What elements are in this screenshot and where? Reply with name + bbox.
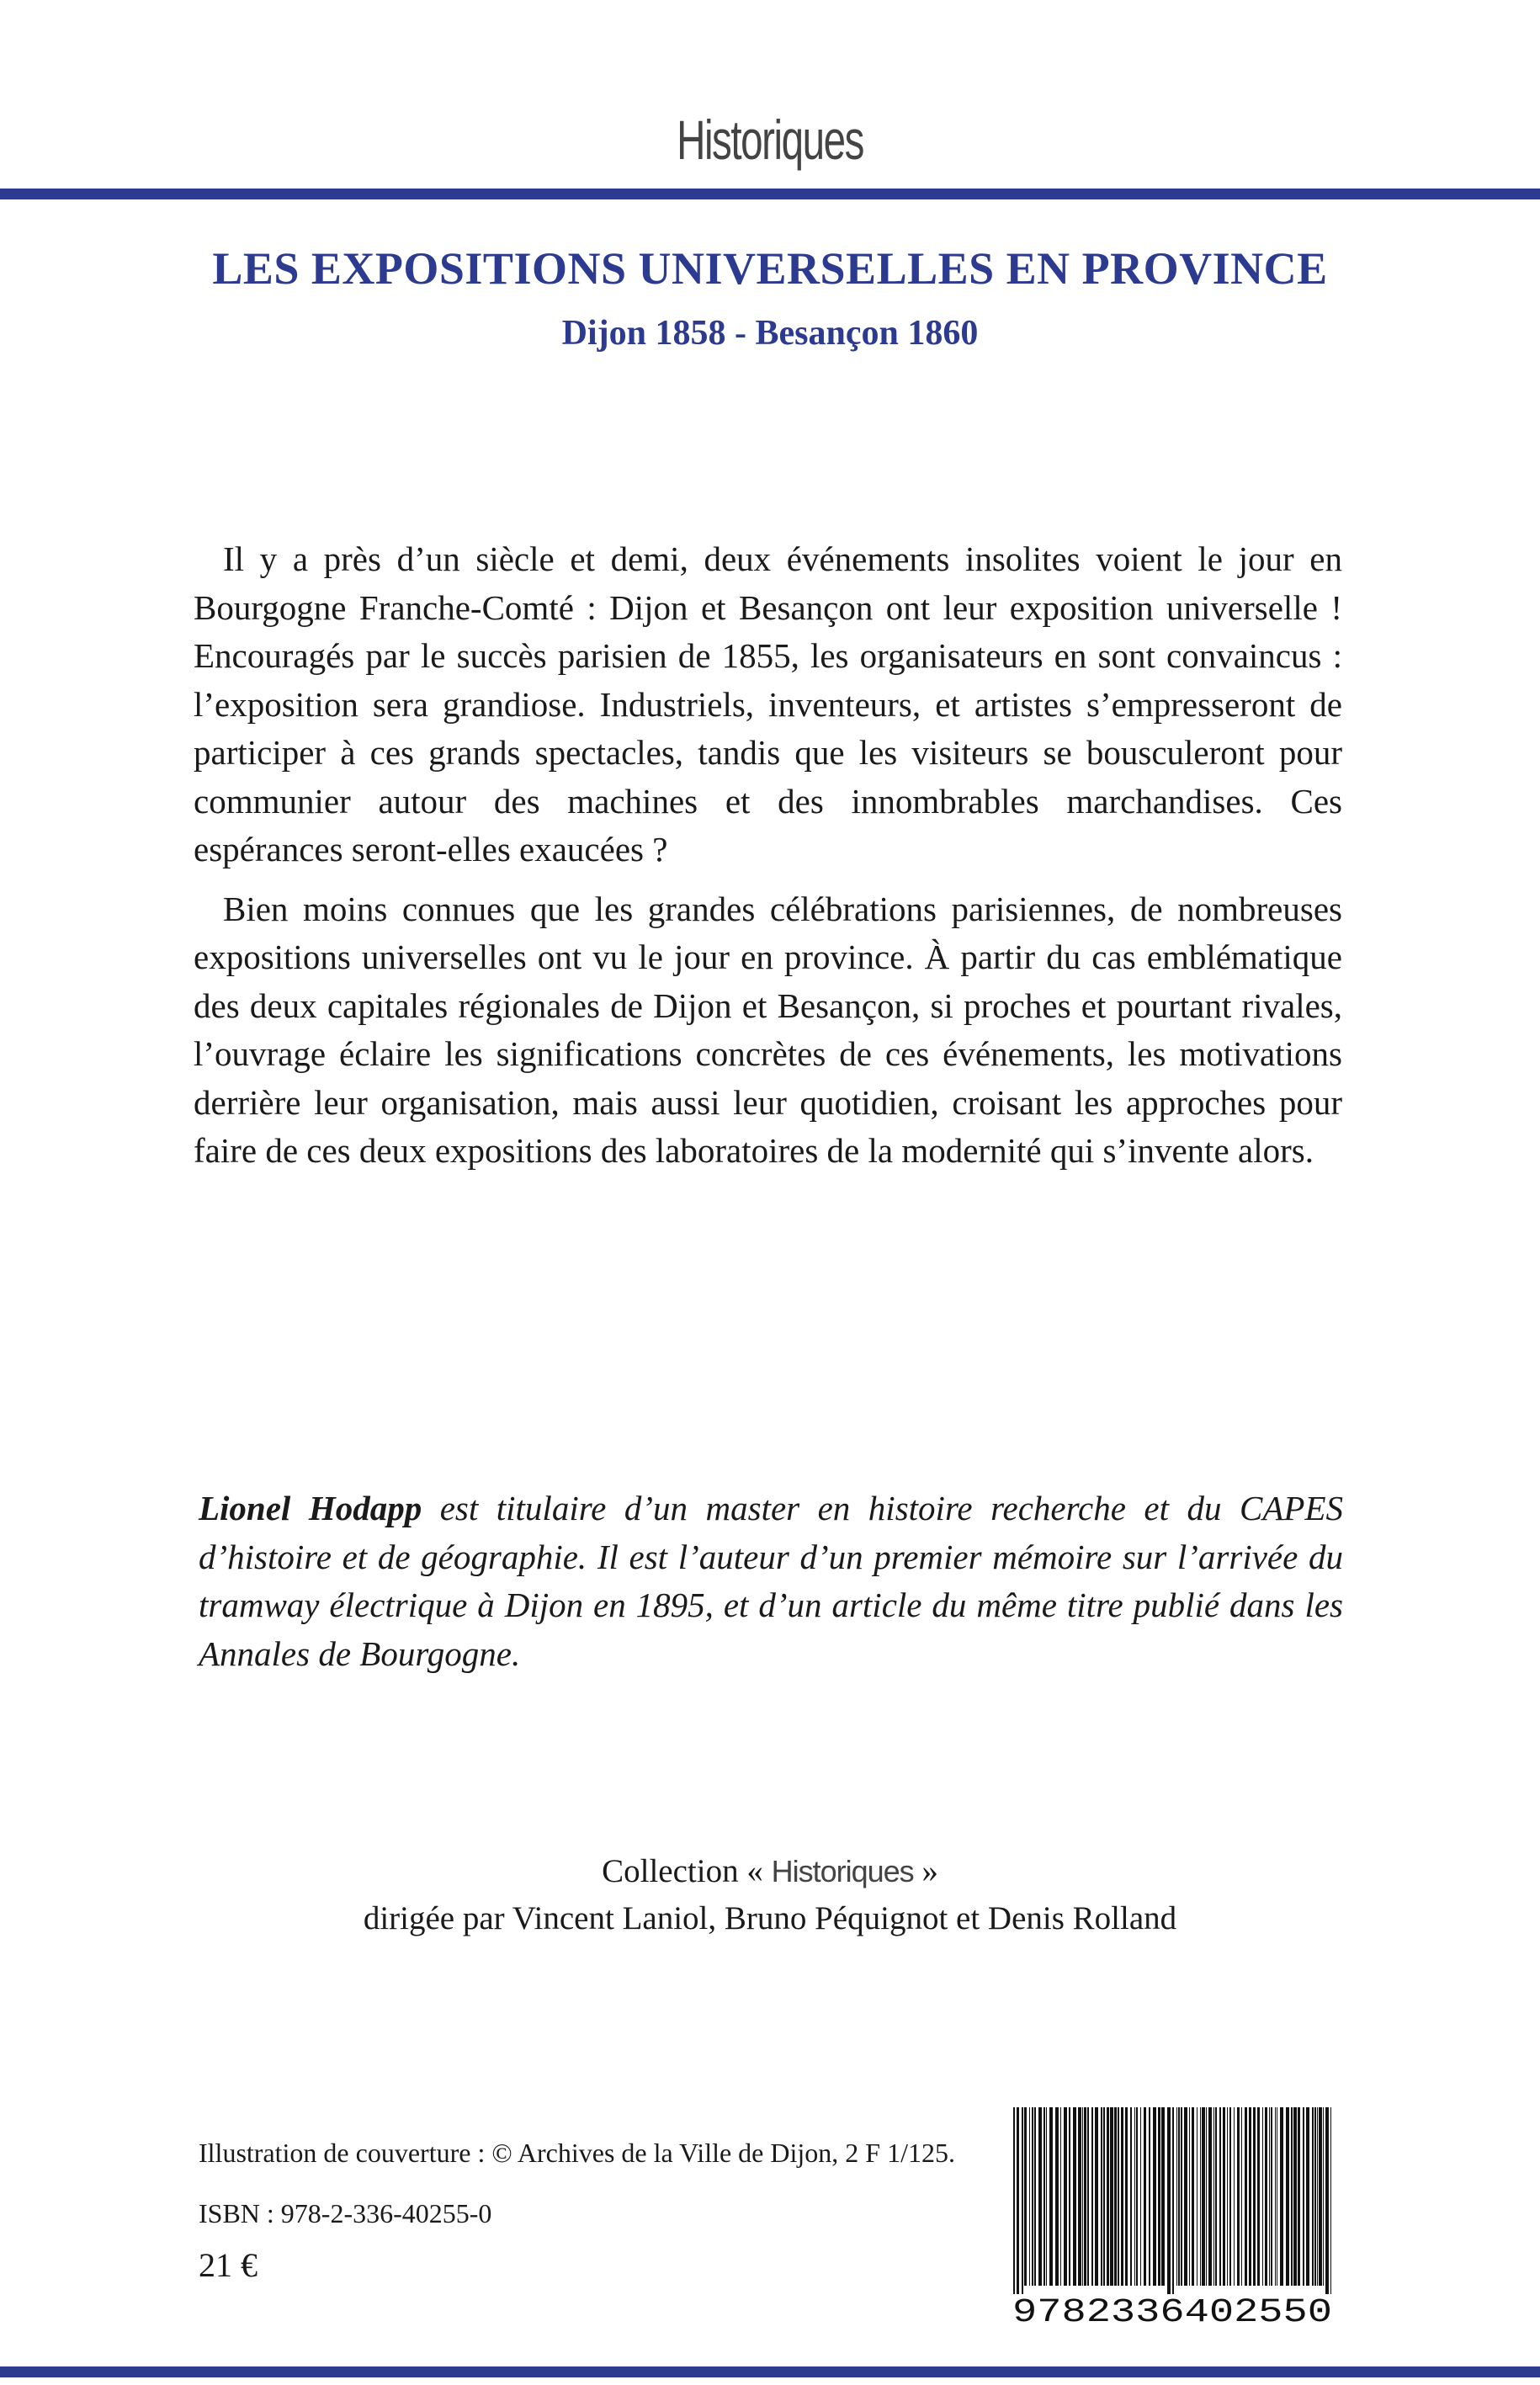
series-logo: Historiques: [677, 109, 863, 171]
barcode-bar: [1032, 2107, 1033, 2286]
barcode-bar: [1213, 2107, 1214, 2286]
barcode-bar: [1046, 2107, 1047, 2286]
barcode-bar: [1298, 2107, 1300, 2286]
barcode-bar: [1082, 2107, 1083, 2286]
barcode-bar: [1202, 2107, 1205, 2286]
barcode-bar: [1237, 2107, 1240, 2286]
barcode-bar: [1153, 2107, 1156, 2286]
barcode-bar: [1043, 2107, 1045, 2286]
barcode-bar: [1241, 2107, 1242, 2286]
collection-suffix: »: [913, 1853, 938, 1889]
isbn: ISBN : 978-2-336-40255-0: [199, 2198, 492, 2228]
barcode-bar: [1323, 2107, 1324, 2286]
barcode-bar: [1293, 2107, 1297, 2286]
barcode-bar: [1317, 2107, 1318, 2286]
barcode-bar: [1064, 2107, 1067, 2286]
barcode-bar: [1060, 2107, 1061, 2286]
barcode-bar: [1130, 2107, 1132, 2286]
barcode-bar: [1125, 2107, 1128, 2286]
barcode-bars: [1013, 2107, 1331, 2294]
barcode-bar: [1227, 2107, 1228, 2286]
barcode-bar: [1103, 2107, 1105, 2286]
barcode-bar: [1084, 2107, 1086, 2286]
price: 21 €: [199, 2246, 258, 2284]
summary-paragraph: Bien moins connues que les grandes célébrations parisiennes, de nombreuses expositions universelles ont vu le jour en province. À partir du cas emblématique des deux capitales régionales de Dijon et Besançon, si proches et pourtant rivales, l’ouvrage éclaire les significations concrètes de ces événements, les motivations derrière leur organisation, mais aussi leur quotidien, croisant les approches pour faire de ces deux expositions des laboratoires de la modernité qui s’invente alors.: [194, 889, 1342, 1170]
barcode-bar: [1253, 2107, 1256, 2286]
collection-line: [0, 1848, 1540, 1895]
barcode-bar: [1257, 2107, 1260, 2286]
barcode-bar: [1286, 2107, 1289, 2286]
barcode-bar: [1206, 2107, 1207, 2286]
barcode-bar: [1325, 2107, 1329, 2294]
cover-credit: Illustration de couverture : © Archives de la Ville de Dijon, 2 F 1/125.: [199, 2138, 955, 2168]
barcode-bar: [1073, 2107, 1076, 2286]
barcode-bar: [1249, 2107, 1251, 2286]
barcode-bar: [1303, 2107, 1304, 2286]
barcode-bar: [1136, 2107, 1138, 2286]
barcode-bar: [1172, 2107, 1174, 2294]
barcode-bar: [1095, 2107, 1098, 2286]
barcode-bar: [1291, 2107, 1293, 2286]
barcode-bar: [1022, 2107, 1023, 2294]
barcode-bar: [1269, 2107, 1270, 2286]
barcode-bar: [1055, 2107, 1059, 2286]
barcode-bar: [1069, 2107, 1070, 2286]
barcode-bar: [1262, 2107, 1263, 2286]
collection-info: [0, 1848, 1540, 1942]
barcode-bar: [1078, 2107, 1081, 2286]
barcode-bar: [1265, 2107, 1267, 2286]
top-rule: [0, 189, 1540, 199]
barcode-bar: [1312, 2107, 1314, 2286]
barcode-bar: [1121, 2107, 1123, 2286]
barcode-bar: [1114, 2107, 1117, 2286]
barcode-bar: [1101, 2107, 1102, 2286]
collection-name: Historiques: [771, 1854, 914, 1888]
barcode-bar: [1330, 2107, 1331, 2294]
barcode-bar: [1134, 2107, 1135, 2286]
barcode-bar: [1167, 2107, 1171, 2294]
barcode-bar: [1223, 2107, 1225, 2286]
author-name: Lionel Hodapp: [199, 1489, 422, 1527]
barcode-bar: [1024, 2107, 1027, 2286]
barcode-bar: [1208, 2107, 1212, 2286]
author-bio: [199, 1485, 1343, 1678]
barcode-bar: [1271, 2107, 1272, 2286]
barcode-bar: [1245, 2107, 1247, 2286]
barcode-bar: [1314, 2107, 1316, 2286]
barcode-bar: [1200, 2107, 1201, 2286]
barcode-bar: [1280, 2107, 1283, 2286]
barcode-bar: [1144, 2107, 1146, 2286]
barcode-bar: [1306, 2107, 1309, 2286]
barcode-bar: [1087, 2107, 1089, 2286]
barcode-bar: [1176, 2107, 1177, 2286]
collection-directors: dirigée par Vincent Laniol, Bruno Péquignot et Denis Rolland: [363, 1900, 1177, 1936]
barcode-bar: [1219, 2107, 1221, 2286]
barcode-bar: [1229, 2107, 1231, 2286]
barcode-bar: [1189, 2107, 1190, 2286]
collection-prefix: Collection «: [602, 1853, 772, 1889]
barcode-bar: [1017, 2107, 1019, 2294]
barcode: [1008, 2104, 1336, 2329]
barcode-bar: [1149, 2107, 1150, 2286]
summary: [194, 535, 1342, 1187]
barcode-bar: [1161, 2107, 1165, 2286]
barcode-bar: [1275, 2107, 1276, 2286]
barcode-bar: [1215, 2107, 1217, 2286]
barcode-bar: [1091, 2107, 1093, 2286]
barcode-bar: [1178, 2107, 1180, 2286]
barcode-bar: [1192, 2107, 1194, 2286]
book-title: LES EXPOSITIONS UNIVERSELLES EN PROVINCE: [212, 243, 1328, 294]
author-bio-text: est titulaire d’un master en histoire recherche et du CAPES d’histoire et de géographie. Il est l’auteur d’un premier mémoire sur l’arrivée du tramway électrique à Dijon en 1895, et d’un article du même titre publié dans les Annales de Bourgogne.: [199, 1489, 1343, 1673]
barcode-digits: 9782336402550: [1012, 2294, 1332, 2329]
summary-paragraph: Il y a près d’un siècle et demi, deux événements insolites voient le jour en Bourgogne Franche-Comté : Dijon et Besançon ont leur exposition universelle ! Encouragés par le succès parisien de 1855, les organisateurs en sont convaincus : l’exposition sera grandiose. Industriels, inventeurs, et artistes s’empresseront de participer à ces grands spectacles, tandis que les visiteurs se bousculeront pour communier autour des machines et des innombrables marchandises. Ces espérances seront-elles exaucées ?: [194, 539, 1342, 868]
barcode-bar: [1029, 2107, 1030, 2286]
barcode-bar: [1319, 2107, 1322, 2286]
barcode-bar: [1118, 2107, 1119, 2286]
barcode-bar: [1038, 2107, 1042, 2286]
barcode-bar: [1234, 2107, 1235, 2286]
barcode-bar: [1181, 2107, 1182, 2286]
barcode-bar: [1140, 2107, 1141, 2286]
bottom-rule: [0, 2366, 1540, 2377]
book-subtitle: Dijon 1858 - Besançon 1860: [561, 314, 979, 353]
barcode-bar: [1158, 2107, 1160, 2286]
barcode-bar: [1049, 2107, 1053, 2286]
barcode-bar: [1107, 2107, 1109, 2286]
barcode-bar: [1013, 2107, 1015, 2294]
barcode-bar: [1184, 2107, 1187, 2286]
barcode-bar: [1034, 2107, 1036, 2286]
barcode-bar: [1110, 2107, 1113, 2286]
